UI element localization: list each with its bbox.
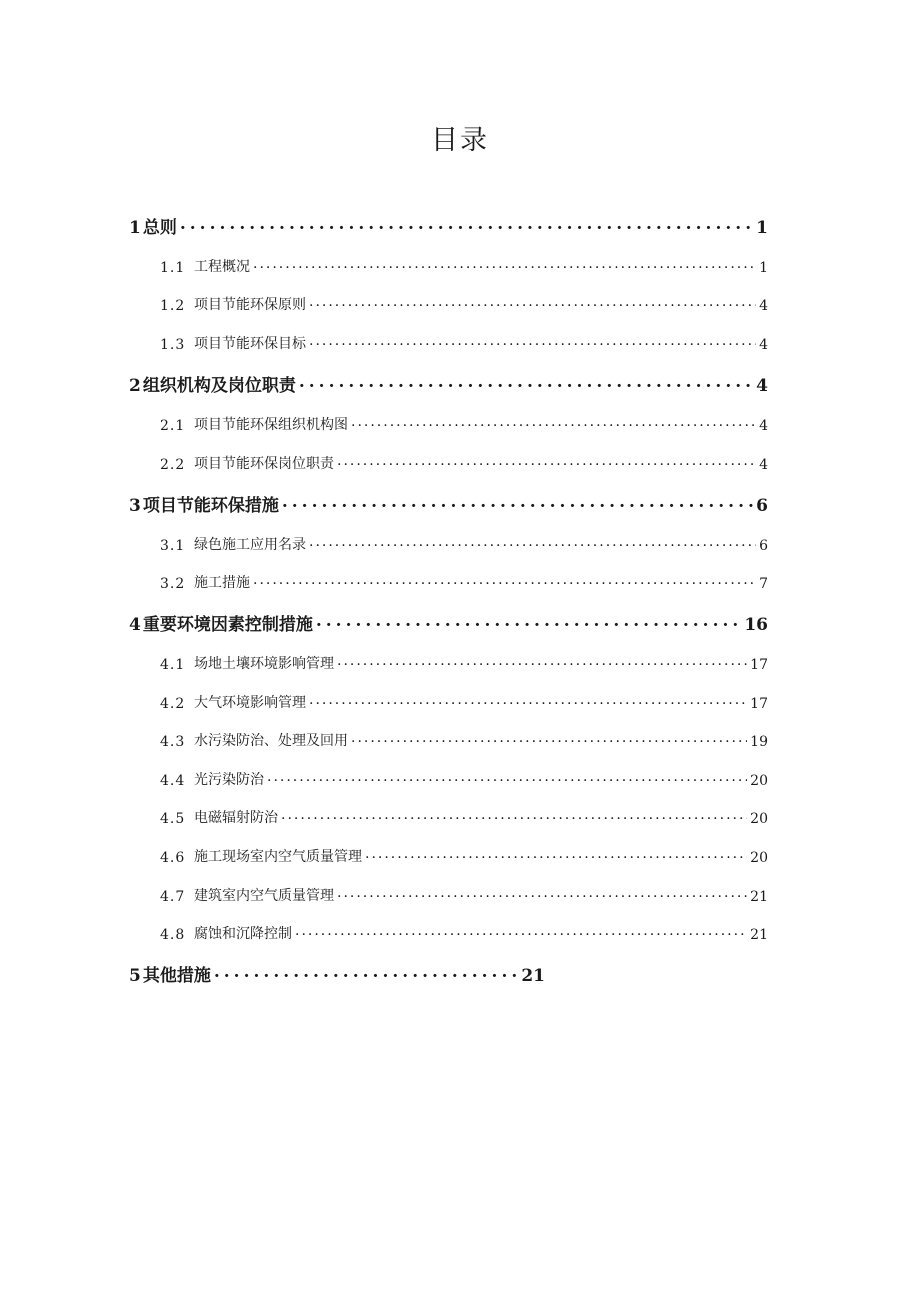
toc-page-number: 20 [750,850,768,866]
toc-entry-4-1[interactable] [160,653,768,673]
toc-entry-5[interactable] [129,962,545,986]
toc-leader [365,846,747,862]
toc-label: 重要环境因素控制措施 [142,615,313,635]
toc-entry-2-1[interactable] [160,414,768,434]
toc-number: 3.2 [160,576,186,592]
toc-page-number: 4 [759,337,768,353]
toc-leader [351,730,747,746]
toc-label: 场地土壤环境影响管理 [194,656,334,672]
toc-number: 1.3 [160,337,186,353]
toc-number: 4 [129,615,141,635]
toc-label: 总则 [142,218,177,238]
toc-leader [309,534,756,550]
toc-page-number: 19 [750,734,768,750]
toc-page-number: 1 [759,260,768,276]
toc-label: 项目节能环保目标 [194,336,306,352]
toc-number: 1.1 [160,260,186,276]
toc-leader [309,692,747,708]
toc-leader [316,611,741,631]
toc-entry-3-2[interactable] [160,572,768,592]
toc-number: 3 [129,496,141,516]
toc-entry-1-3[interactable] [160,333,768,353]
toc-page-number: 6 [759,538,768,554]
toc-leader [267,769,747,785]
toc-entry-4-8[interactable] [160,923,768,943]
toc-label: 电磁辐射防治 [194,810,278,826]
toc-page-number: 7 [759,576,768,592]
toc-leader [337,653,747,669]
toc-label: 绿色施工应用名录 [194,537,306,553]
toc-number: 5 [129,966,141,986]
toc-entry-4-5[interactable] [160,807,768,827]
toc-label: 腐蚀和沉降控制 [194,926,292,942]
toc-number: 1.2 [160,298,186,314]
toc-entry-1-1[interactable] [160,256,768,276]
toc-page-number: 4 [756,376,768,396]
toc-number: 2.2 [160,457,186,473]
toc-entry-2[interactable] [129,372,768,396]
toc-label: 施工现场室内空气质量管理 [194,849,362,865]
toc-page-number: 21 [750,927,768,943]
toc-number: 1 [129,218,141,238]
toc-page-number: 4 [759,418,768,434]
toc-page-number: 4 [759,298,768,314]
toc-leader [253,572,756,588]
toc-number: 4.4 [160,773,186,789]
toc-entry-3-1[interactable] [160,534,768,554]
toc-label: 组织机构及岗位职责 [142,376,296,396]
toc-page-number: 16 [744,615,768,635]
toc-page-number: 17 [750,696,768,712]
toc-page-number: 6 [756,496,768,516]
toc-page-number: 21 [521,966,545,986]
toc-entry-4-7[interactable] [160,885,768,905]
toc-number: 4.8 [160,927,186,943]
toc-number: 4.7 [160,889,186,905]
toc-number: 4.3 [160,734,186,750]
toc-entry-4[interactable] [129,611,768,635]
toc-label: 项目节能环保措施 [142,496,279,516]
toc-leader [214,962,518,982]
toc-entry-4-6[interactable] [160,846,768,866]
toc-leader [351,414,756,430]
toc-number: 4.6 [160,850,186,866]
toc-page-number: 20 [750,811,768,827]
toc-label: 项目节能环保岗位职责 [194,456,334,472]
toc-leader [253,256,756,272]
toc-entry-1-2[interactable] [160,294,768,314]
toc-leader [337,885,747,901]
toc-page-number: 4 [759,457,768,473]
toc-label: 大气环境影响管理 [194,695,306,711]
toc-label: 其他措施 [142,966,211,986]
toc-label: 项目节能环保组织机构图 [194,417,348,433]
toc-entry-4-2[interactable] [160,692,768,712]
toc-label: 水污染防治、处理及回用 [194,733,348,749]
toc-leader [180,214,753,234]
toc-label: 项目节能环保原则 [194,297,306,313]
toc-entry-1[interactable] [129,214,768,238]
toc-leader [281,807,747,823]
toc-label: 工程概况 [194,259,250,275]
toc-leader [282,492,753,512]
toc-entry-4-4[interactable] [160,769,768,789]
toc-number: 2 [129,376,141,396]
toc-page-number: 17 [750,657,768,673]
toc-page-number: 20 [750,773,768,789]
toc-label: 光污染防治 [194,772,264,788]
toc-label: 施工措施 [194,575,250,591]
page-title: 目录 [431,125,489,156]
toc-number: 4.5 [160,811,186,827]
toc-leader [295,923,747,939]
toc-label: 建筑室内空气质量管理 [194,888,334,904]
toc-entry-3[interactable] [129,492,768,516]
toc-page-number: 1 [756,218,768,238]
toc-entry-2-2[interactable] [160,453,768,473]
toc-number: 4.1 [160,657,186,673]
toc-leader [309,333,756,349]
toc-number: 3.1 [160,538,186,554]
toc-entry-4-3[interactable] [160,730,768,750]
toc-page-number: 21 [750,889,768,905]
toc-number: 2.1 [160,418,186,434]
toc-number: 4.2 [160,696,186,712]
toc-leader [337,453,756,469]
toc-leader [299,372,753,392]
toc-leader [309,294,756,310]
